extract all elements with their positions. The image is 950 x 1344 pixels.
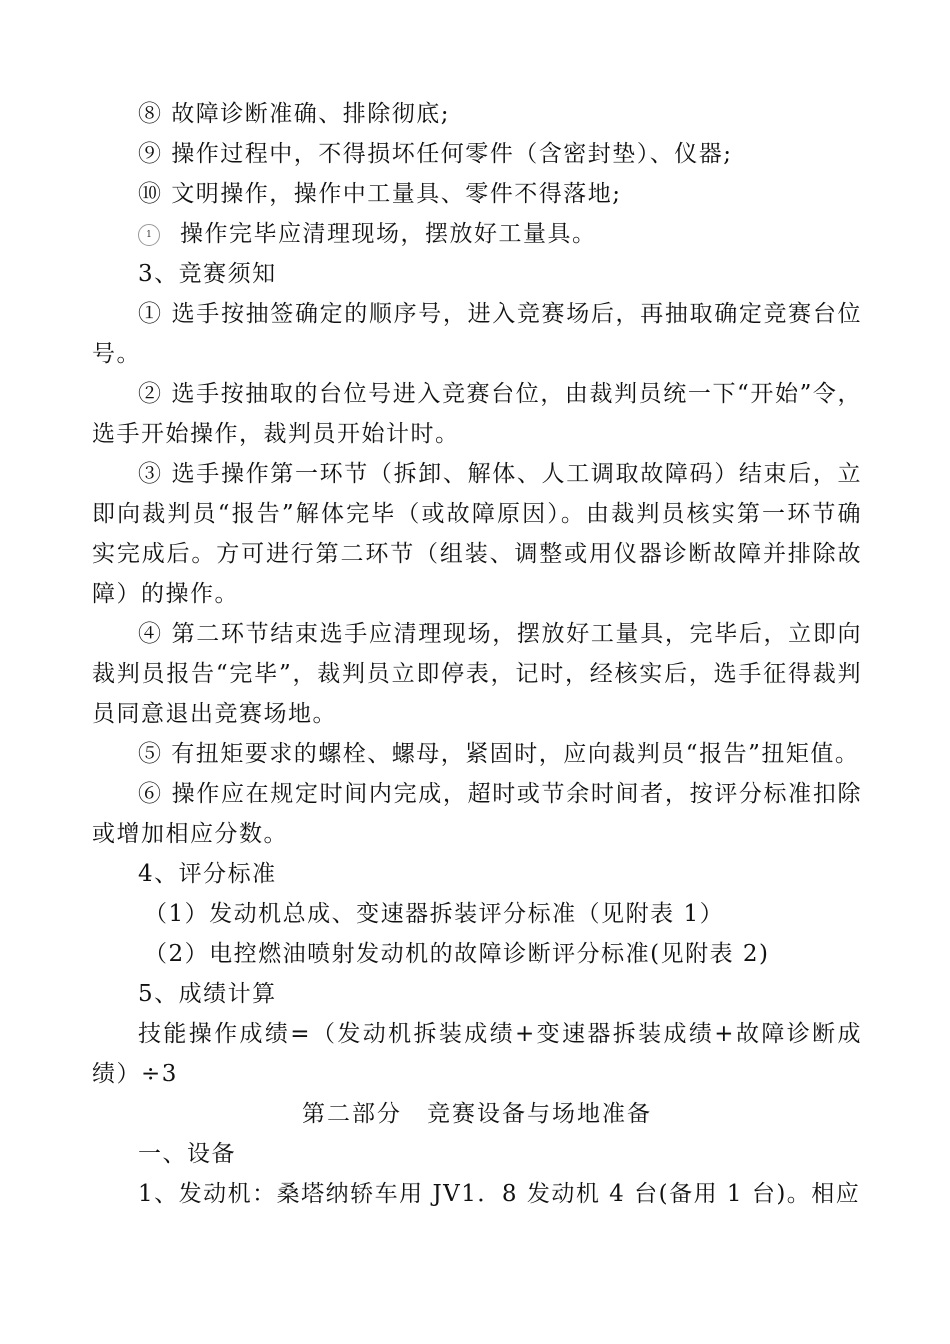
rule-item-8: ⑧ 故障诊断准确、排除彻底; [138, 101, 451, 127]
equipment-heading: 一、设备 [138, 1141, 236, 1167]
section-heading-5: 5、成绩计算 [138, 981, 277, 1007]
rule-item-9: ⑨ 操作过程中，不得损坏任何零件（含密封垫）、仪器; [138, 141, 733, 167]
notice-item-3: ③ 选手操作第一环节（拆卸、解体、人工调取故障码）结束后，立即向裁判员“报告”解体完毕（或故障原因）。由裁判员核实第一环节确实完成后。方可进行第二环节（组装、调整或用仪器诊断故障并排除故障）的操作。 [92, 461, 862, 607]
section-heading-4: 4、评分标准 [138, 861, 277, 887]
document-page [92, 94, 862, 1214]
notice-item-6: ⑥ 操作应在规定时间内完成，超时或节余时间者，按评分标准扣除或增加相应分数。 [92, 781, 862, 847]
rule-item-10: ⑩ 文明操作，操作中工量具、零件不得落地; [138, 181, 622, 207]
scoring-standard-1: （1）发动机总成、变速器拆装评分标准（见附表 1） [144, 901, 725, 927]
score-formula: 技能操作成绩=（发动机拆装成绩+变速器拆装成绩+故障诊断成绩）÷3 [92, 1021, 862, 1087]
scoring-standard-2: （2）电控燃油喷射发动机的故障诊断评分标准(见附表 2) [144, 941, 770, 967]
notice-item-5: ⑤ 有扭矩要求的螺栓、螺母，紧固时，应向裁判员“报告”扭矩值。 [138, 741, 860, 767]
section-heading-3: 3、竞赛须知 [138, 261, 277, 287]
notice-item-2: ② 选手按抽取的台位号进入竞赛台位，由裁判员统一下“开始”令，选手开始操作，裁判员开始计时。 [92, 381, 862, 447]
rule-item-11 [92, 214, 862, 254]
part-two-title: 第二部分 竞赛设备与场地准备 [302, 1101, 652, 1127]
rule-item-11-text: 操作完毕应清理现场，摆放好工量具。 [180, 221, 597, 247]
list-number-marker: 1 [138, 224, 160, 246]
equipment-item-1: 1、发动机：桑塔纳轿车用 JV1．8 发动机 4 台(备用 1 台)。相应 [138, 1181, 861, 1207]
notice-item-4: ④ 第二环节结束选手应清理现场，摆放好工量具，完毕后，立即向裁判员报告“完毕”，裁判员立即停表，记时，经核实后，选手征得裁判员同意退出竞赛场地。 [92, 621, 862, 727]
notice-item-1: ① 选手按抽签确定的顺序号，进入竞赛场后，再抽取确定竞赛台位号。 [92, 301, 862, 367]
